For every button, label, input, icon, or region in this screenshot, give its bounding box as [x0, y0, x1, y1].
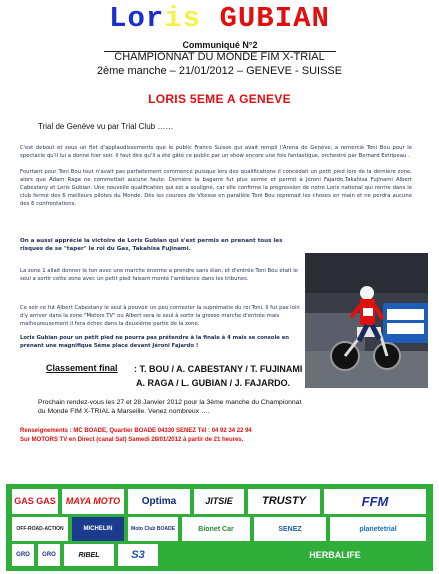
championship-name: CHAMPIONNAT DU MONDE FIM X-TRIAL — [114, 51, 325, 63]
sponsor-gro-text: GRO — [16, 552, 30, 558]
title-part-red: GUBIAN — [201, 2, 330, 35]
paragraph-qualifications: Fourtant pour Toni Bou tout n'avait pas parfaitement commencé puisque lors des qualifications il concédait un petit pied lors de la dernière zone, alors que Adam Raga ne commettait aucune faute. Dernière la bagarre fut plus serrée et permit à Jéroni Fajardo,Takahisa Fujinami Albert Cabestany et Loris Gubian. Une nouvelle qualification qui est a souligné, car elle confirme la progression de notre Loris national qui rentre dans le club fermé des 6 meilleurs pilotes du Monde. Dès les courses de Vitesse en parallèle Toni Bou reprenait les choses en main et ne perdra aucune des 6 confrontations. — [20, 169, 412, 207]
subtitle: Trial de Genève vu par Trial Club …… — [38, 122, 174, 131]
paragraph-intro: C'est debout et sous un flot d'applaudissements que le public Franco Suisse qui avait rempli l'Arena de Genève, a remercié Toni Bou pour le spectacle qu'il lui a donné hier soir. Il faut dire qu'il a été gâté ce public par un show encore une fois fantastique, orchestré par Bernard Estripeau . — [20, 145, 412, 159]
sponsor-maya-text: MAYA MOTO — [65, 496, 121, 506]
sponsor-jitsie-logo — [194, 489, 244, 514]
title-part-yellow: is — [164, 2, 202, 35]
sponsor-trusty-text: TRUSTY — [262, 495, 306, 507]
title-part-blue: Lor — [109, 2, 165, 35]
classement-line-1: : T. BOU / A. CABESTANY / T. FUJINAMI — [134, 364, 303, 374]
sponsor-offroad-logo — [12, 517, 68, 541]
sponsor-ffm-text: FFM — [361, 494, 389, 509]
paragraph-cabestany: Ce soir ce fut Albert Cabestany le seul à pouvoir un peu contester la suprématie du roi Toni. Il fut pas loin d'y arriver dans la zone "Motors TV" ou Albert sera le seul à sortir la grosse marche d'entrée mais malheureusement il fera échec dans la deuxième partie de la zone. — [20, 305, 300, 327]
sponsor-panel — [6, 484, 433, 571]
sponsor-ribel-logo — [64, 544, 114, 566]
sponsor-bionetcar-text: Bionet Car — [198, 525, 234, 533]
sponsor-herbalife-text: HERBALIFE — [309, 549, 361, 560]
sponsor-senez-text: SENEZ — [278, 525, 302, 533]
paragraph-highlight: On a aussi apprécié la victoire de Loris Gubian qui s'est permis en prenant tous les risques de se "taper" le roi du Gas, Takahisa Fujinami. — [20, 238, 283, 252]
sponsor-gasgas-text: GAS GAS — [14, 496, 56, 506]
next-event: Prochain rendez-vous les 27 et 28 Janvier 2012 pour la 3ème manche du Championnat du Monde FIM X-TRIAL à Marseille. Venez nombreux …. — [38, 399, 302, 415]
headline: LORIS 5EME A GENEVE — [148, 92, 291, 106]
sponsor-bionetcar-logo — [182, 517, 250, 541]
sponsor-gro2-logo — [38, 544, 60, 566]
paragraph-zone1: La zone 1 allait donner le ton avec une marche énorme a prendre sans élan, et d'entrée Toni Bou était le seul a sortir cette zone avec un petit pied faisant monté l'ambiance dans les tribunes. — [20, 268, 298, 282]
sponsor-jitsie-text: JITSIE — [205, 496, 233, 506]
round-info: 2ème manche – 21/01/2012 – GENEVE - SUISSE — [96, 65, 343, 77]
sponsor-planete-logo — [330, 517, 426, 541]
sponsor-s3-text: S3 — [131, 548, 145, 561]
sponsor-s3-logo — [118, 544, 158, 566]
sponsor-gro-logo — [12, 544, 34, 566]
sponsor-optima-logo — [128, 489, 190, 514]
sponsor-gro2-text: GRO — [42, 552, 56, 558]
sponsor-boade-text: Moto Club BOADE — [131, 525, 175, 532]
sponsor-gasgas-logo — [12, 489, 58, 514]
sponsor-ffm-logo — [324, 489, 426, 514]
sponsor-senez-logo — [254, 517, 326, 541]
sponsor-ribel-text: RIBEL — [78, 551, 100, 559]
sponsor-michelin-logo — [72, 517, 124, 541]
sponsor-offroad-text: OFF-ROAD-ACTION — [16, 525, 64, 532]
broadcast-line: Sur MOTORS TV en Direct (canal Sat) Samedi 28/01/2012 à partir de 21 heures. — [20, 437, 244, 443]
sponsor-michelin-text: MICHELIN — [83, 526, 113, 532]
sponsor-trusty-logo — [248, 489, 320, 514]
classement-label: Classement final — [46, 363, 118, 373]
classement-line-2: A. RAGA / L. GUBIAN / J. FAJARDO. — [136, 378, 291, 388]
sponsor-planete-text: planetetrial — [359, 525, 397, 533]
sponsor-maya-logo — [62, 489, 124, 514]
sponsor-boade-logo — [128, 517, 178, 541]
sponsor-optima-text: Optima — [141, 495, 177, 507]
rider-photo-illustration — [305, 253, 428, 388]
communique-number: Communiqué N°2 — [104, 40, 336, 52]
rider-photo — [305, 253, 428, 388]
contact-line: Renseignements : MC BOADE, Quartier BOADE 04330 SENEZ Tél : 04 92 34 22 94 — [20, 428, 252, 434]
sponsor-herbalife-logo — [300, 544, 370, 566]
document-title — [0, 2, 439, 35]
contact-info — [20, 427, 252, 445]
paragraph-gubian-result: Loris Gubian pour un petit pied ne pourra pas prétendre à la finale à 4 mais se console en prenant une magnifique 5ème place devant Jéroni Fajardo ! — [20, 335, 290, 349]
